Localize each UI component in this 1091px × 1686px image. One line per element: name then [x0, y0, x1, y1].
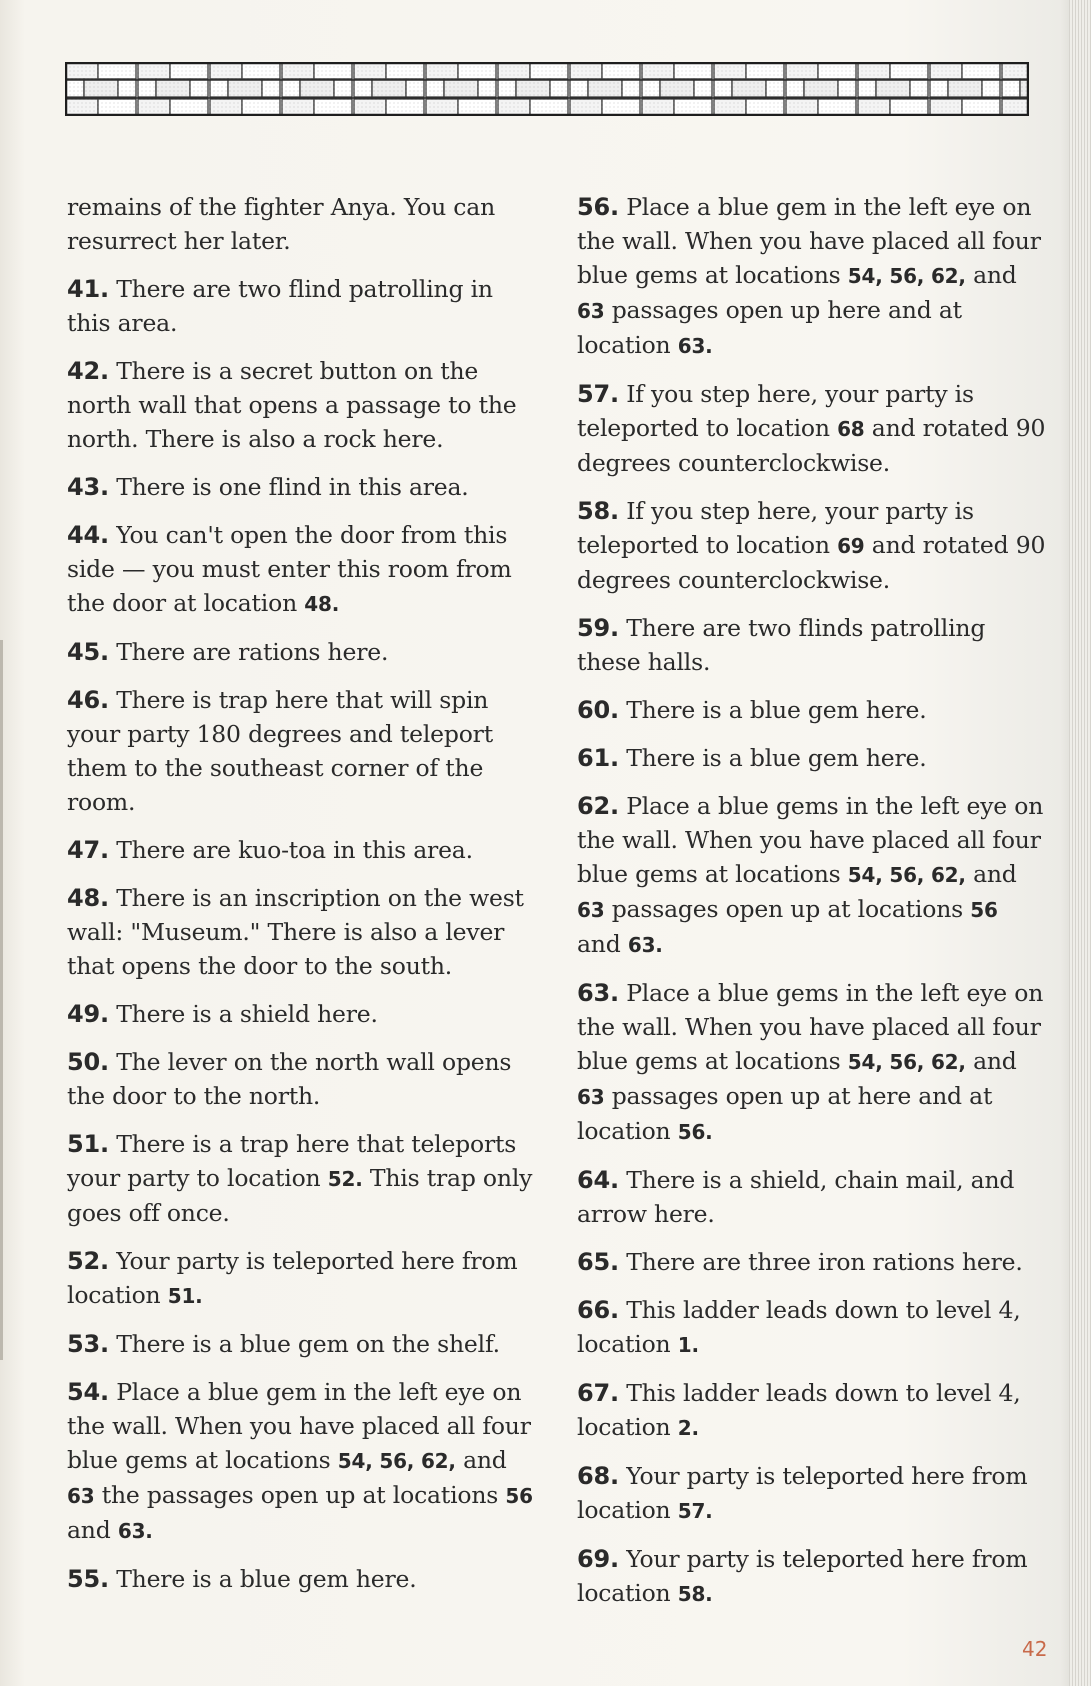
entry-text: and: [67, 1516, 118, 1544]
location-entry: [67, 1244, 537, 1313]
location-entry: [577, 1293, 1047, 1362]
entry-text: the passages open up at locations: [94, 1481, 506, 1509]
entry-text: and: [965, 261, 1017, 289]
location-reference: 1.: [677, 1333, 699, 1357]
location-reference: 56: [505, 1484, 533, 1508]
entry-text: There is a blue gem here.: [618, 696, 927, 724]
book-spine-edge: [1069, 0, 1091, 1686]
entry-number: 63.: [577, 979, 619, 1007]
page-number: 42: [1022, 1637, 1048, 1661]
location-reference: 63: [577, 299, 605, 323]
location-reference: 63: [577, 898, 605, 922]
entry-text: Place a blue gems in the left eye on the wall. When you have placed all four blue gems at locations: [577, 792, 1044, 888]
page-left-edge: [0, 640, 3, 1360]
entry-number: 67.: [577, 1379, 619, 1407]
location-reference: 63.: [117, 1519, 153, 1543]
location-entry: [577, 1163, 1047, 1231]
entry-number: 44.: [67, 521, 109, 549]
location-entry: [577, 1245, 1047, 1279]
location-entry: [67, 1375, 537, 1548]
location-entry: [577, 789, 1047, 962]
location-entry: [67, 1127, 537, 1230]
entry-text: You can't open the door from this side — you must enter this room from the door at location: [67, 521, 512, 617]
entry-number: 68.: [577, 1462, 619, 1490]
entry-text: This trap only goes off once.: [67, 1164, 533, 1227]
location-entry: [67, 635, 537, 669]
location-reference: 54, 56, 62,: [847, 863, 966, 887]
entry-number: 54.: [67, 1378, 109, 1406]
location-entry: [67, 1045, 537, 1113]
location-entry: [67, 470, 537, 504]
entry-text: and: [965, 860, 1017, 888]
entry-text: There is an inscription on the west wall: "Museum." There is also a lever that opens the door to the south.: [67, 884, 524, 980]
entry-text: and: [577, 930, 628, 958]
entry-number: 59.: [577, 614, 619, 642]
entry-text: remains of the fighter Anya. You can resurrect her later.: [67, 193, 495, 255]
location-reference: 63.: [677, 334, 713, 358]
location-reference: 56: [970, 898, 998, 922]
location-entry: [577, 741, 1047, 775]
right-column: [577, 190, 1047, 1625]
location-reference: 54, 56, 62,: [847, 264, 966, 288]
location-entry: [577, 1459, 1047, 1528]
entry-text: passages open up at here and at location: [577, 1082, 993, 1145]
entry-text: There are three iron rations here.: [618, 1248, 1023, 1276]
entry-text: If you step here, your party is teleported to location: [577, 497, 974, 559]
entry-text: passages open up at locations: [604, 895, 971, 923]
entry-text: There is a blue gem on the shelf.: [108, 1330, 500, 1358]
location-reference: 69: [837, 534, 865, 558]
entry-text: passages open up here and at location: [577, 296, 962, 359]
entry-number: 46.: [67, 686, 109, 714]
entry-text: This ladder leads down to level 4, location: [577, 1296, 1021, 1358]
entry-number: 69.: [577, 1545, 619, 1573]
entry-text: There are rations here.: [108, 638, 389, 666]
location-entry: [577, 976, 1047, 1149]
location-entry: [577, 693, 1047, 727]
entry-number: 62.: [577, 792, 619, 820]
location-entry: [577, 190, 1047, 363]
location-entry: [67, 683, 537, 819]
location-reference: 68: [837, 417, 865, 441]
location-reference: 51.: [167, 1284, 203, 1308]
location-reference: 56.: [677, 1120, 713, 1144]
entry-number: 52.: [67, 1247, 109, 1275]
entry-text: The lever on the north wall opens the door to the north.: [67, 1048, 512, 1110]
entry-text: There is one flind in this area.: [108, 473, 469, 501]
location-entry: [67, 881, 537, 983]
entry-text: There is a secret button on the north wall that opens a passage to the north. There is also a rock here.: [67, 357, 517, 453]
entry-number: 61.: [577, 744, 619, 772]
entry-text: Your party is teleported here from location: [577, 1545, 1028, 1607]
entry-number: 50.: [67, 1048, 109, 1076]
entry-text: There is a blue gem here.: [108, 1565, 417, 1593]
entry-text: Your party is teleported here from location: [577, 1462, 1028, 1524]
entry-text: There is a trap here that teleports your party to location: [67, 1130, 517, 1192]
entry-number: 42.: [67, 357, 109, 385]
location-entry: [67, 997, 537, 1031]
location-entry: [577, 1376, 1047, 1445]
stone-wall-border-decoration: [65, 62, 1029, 116]
entry-number: 49.: [67, 1000, 109, 1028]
location-entry: [67, 272, 537, 340]
entry-number: 51.: [67, 1130, 109, 1158]
location-reference: 63: [577, 1085, 605, 1109]
entry-number: 55.: [67, 1565, 109, 1593]
location-entry: [67, 354, 537, 456]
entry-text: and: [455, 1446, 507, 1474]
entry-number: 66.: [577, 1296, 619, 1324]
entry-text: There is a shield here.: [108, 1000, 378, 1028]
location-entry: [67, 1327, 537, 1361]
entry-text: and: [965, 1047, 1017, 1075]
entry-number: 58.: [577, 497, 619, 525]
entry-text: There are kuo-toa in this area.: [108, 836, 473, 864]
entry-number: 47.: [67, 836, 109, 864]
entry-text: Place a blue gem in the left eye on the wall. When you have placed all four blue gems at locations: [67, 1378, 531, 1474]
location-entry: [577, 494, 1047, 597]
entry-text: There are two flind patrolling in this area.: [67, 275, 493, 337]
entry-number: 57.: [577, 380, 619, 408]
entry-text: and rotated 90 degrees counterclockwise.: [577, 414, 1046, 477]
location-entry: [577, 377, 1047, 480]
location-reference: 63.: [627, 933, 663, 957]
location-reference: 54, 56, 62,: [337, 1449, 456, 1473]
location-entry: [577, 1542, 1047, 1611]
entry-text: and rotated 90 degrees counterclockwise.: [577, 531, 1046, 594]
entry-number: 48.: [67, 884, 109, 912]
entry-text: Place a blue gem in the left eye on the wall. When you have placed all four blue gems at locations: [577, 193, 1041, 289]
entry-text: There is a shield, chain mail, and arrow here.: [577, 1166, 1015, 1228]
entry-number: 60.: [577, 696, 619, 724]
entry-text: Place a blue gems in the left eye on the wall. When you have placed all four blue gems at locations: [577, 979, 1044, 1075]
location-reference: 54, 56, 62,: [847, 1050, 966, 1074]
entry-number: 56.: [577, 193, 619, 221]
location-entry: [67, 833, 537, 867]
location-reference: 58.: [677, 1582, 713, 1606]
location-entry: [577, 611, 1047, 679]
entry-text: If you step here, your party is teleported to location: [577, 380, 974, 442]
entry-text: There is a blue gem here.: [618, 744, 927, 772]
entry-text: This ladder leads down to level 4, location: [577, 1379, 1021, 1441]
entry-number: 43.: [67, 473, 109, 501]
location-reference: 48.: [304, 592, 340, 616]
entry-number: 64.: [577, 1166, 619, 1194]
location-entry: [67, 1562, 537, 1596]
location-reference: 63: [67, 1484, 95, 1508]
location-reference: 2.: [677, 1416, 699, 1440]
left-column: [67, 190, 537, 1610]
location-entry: [67, 518, 537, 621]
entry-number: 53.: [67, 1330, 109, 1358]
location-reference: 52.: [327, 1167, 363, 1191]
entry-number: 45.: [67, 638, 109, 666]
entry-text: There are two flinds patrolling these halls.: [577, 614, 986, 676]
entry-number: 41.: [67, 275, 109, 303]
entry-number: 65.: [577, 1248, 619, 1276]
location-reference: 57.: [677, 1499, 713, 1523]
entry-text: There is trap here that will spin your party 180 degrees and teleport them to the southeast corner of the room.: [67, 686, 493, 816]
entry-text: Your party is teleported here from location: [67, 1247, 518, 1309]
location-entry: [67, 190, 537, 258]
